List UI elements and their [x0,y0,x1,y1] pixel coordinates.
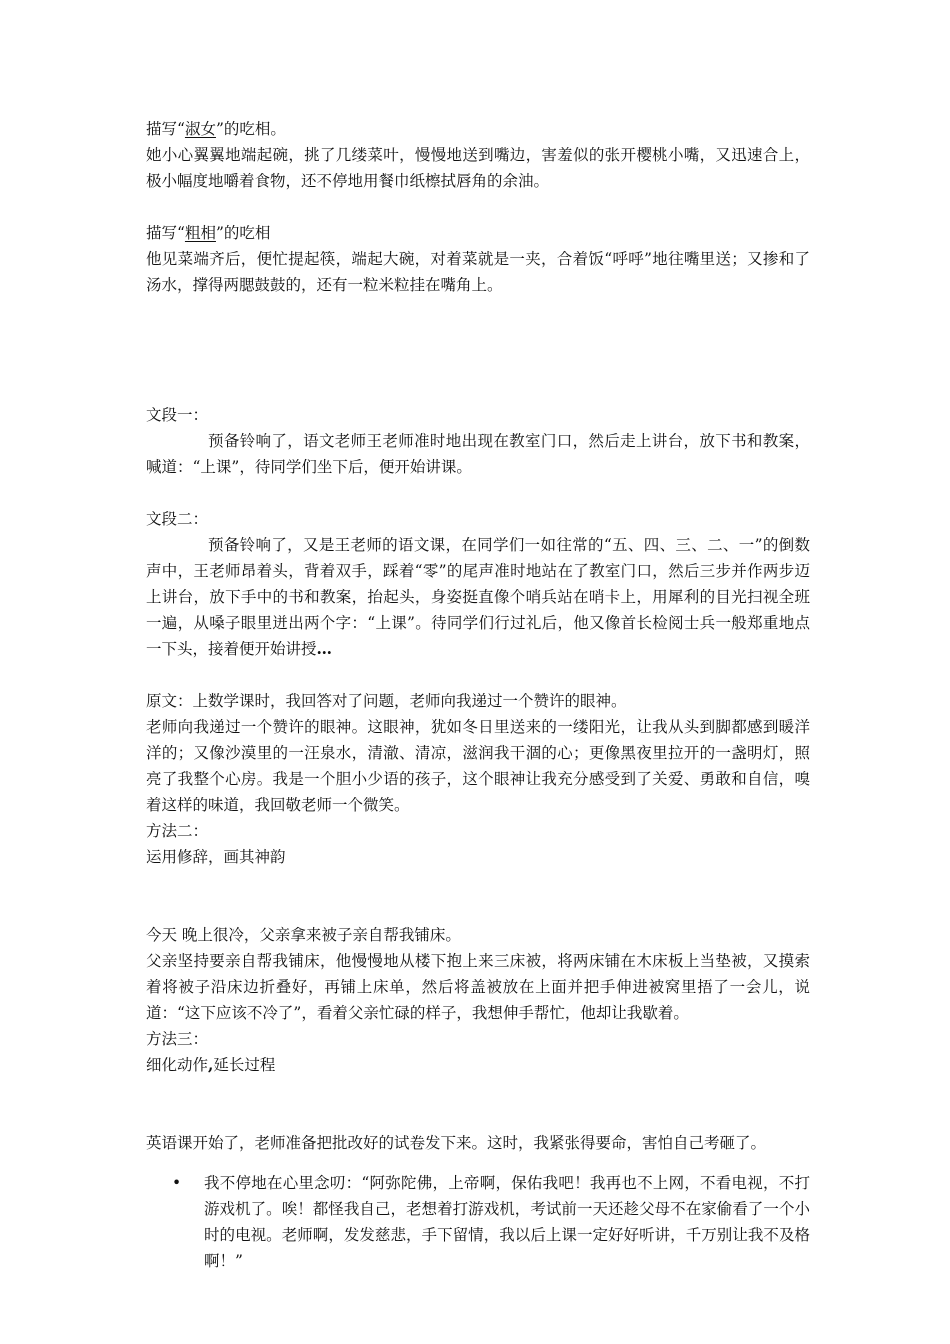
section-title-rough: 描写“粗相”的吃相 [146,224,271,242]
excerpt-one-body: 预备铃响了，语文老师王老师准时地出现在教室门口，然后走上讲台，放下书和教案，喊道：“上课”，待同学们坐下后，便开始讲课。 [146,432,810,476]
underlined-word: 淑女 [184,120,216,138]
spacer [146,298,810,376]
underlined-word: 粗相 [184,224,216,242]
ellipsis: … [316,639,333,658]
section-title-lady: 描写“淑女”的吃相。 [146,120,286,138]
spacer [146,662,810,688]
spacer [146,194,810,220]
paragraph-lady-eating: 她小心翼翼地端起碗，挑了几缕菜叶，慢慢地送到嘴边，害羞似的张开樱桃小嘴，又迅速合上，极小幅度地嚼着食物，还不停地用餐巾纸檫拭唇角的余油。 [146,146,810,190]
bullet-text: 我不停地在心里念叨：“阿弥陀佛，上帝啊，保佑我吧！我再也不上网，不看电视，不打游戏机了。唉！都怪我自己，老想着打游戏机，考试前一天还趁父母不在家偷看了一个小时的电视。老师啊，发发慈悲，手下留情，我以后上课一定好好听讲，千万别让我不及格啊！” [204,1174,810,1270]
bullet-icon: • [172,1174,182,1192]
original-sentence-father: 今天 晚上很冷，父亲拿来被子亲自帮我铺床。 [146,926,461,944]
spacer [146,480,810,506]
method-three-label: 方法三： [146,1030,209,1048]
excerpt-two-body: 预备铃响了，又是王老师的语文课，在同学们一如往常的“五、四、三、二、一”的倒数声中，王老师昂着头，背着双手，踩着“零”的尾声准时地站在了教室门口，然后三步并作两步迈上讲台，放下手中的书和教案，抬起头，身姿挺直像个哨兵站在哨卡上，用犀利的目光扫视全班一遍，从嗓子眼里迸出两个字：“上课”。待同学们行过礼后，他又像首长检阅士兵一般郑重地点一下头，接着便开始讲授… [146,536,810,658]
excerpt-two-label: 文段二： [146,510,209,528]
spacer [146,870,810,922]
paragraph-eyes: 老师向我递过一个赞许的眼神。这眼神，犹如冬日里送来的一缕阳光，让我从头到脚都感到暖洋洋的；又像沙漠里的一汪泉水，清澈、清凉，滋润我干涸的心；更像黑夜里拉开的一盏明灯，照亮了我整个心房。我是一个胆小少语的孩子，这个眼神让我充分感受到了关爱、勇敢和自信，嗅着这样的味道，我回敬老师一个微笑。 [146,718,810,814]
excerpt-one-label: 文段一： [146,406,209,424]
paragraph-rough-eating: 他见菜端齐后，便忙提起筷，端起大碗，对着菜就是一夹，合着饭“呼呼”地往嘴里送；又掺和了汤水，撑得两腮鼓鼓的，还有一粒米粒挂在嘴角上。 [146,250,810,294]
method-two-text: 运用修辞，画其神韵 [146,848,286,866]
english-class-intro: 英语课开始了，老师准备把批改好的试卷发下来。这时，我紧张得要命，害怕自己考砸了。 [146,1134,767,1152]
list-item [146,1170,810,1274]
method-two-label: 方法二： [146,822,209,840]
method-three-text: 细化动作,延长过程 [146,1055,276,1074]
original-sentence-eyes: 原文：上数学课时，我回答对了问题，老师向我递过一个赞许的眼神。 [146,692,627,710]
spacer [146,1078,810,1130]
spacer [146,376,810,402]
paragraph-father: 父亲坚持要亲自帮我铺床，他慢慢地从楼下抱上来三床被，将两床铺在木床板上当垫被，又摸索着将被子沿床边折叠好，再铺上床单，然后将盖被放在上面并把手伸进被窝里捂了一会儿，说道：“这下应该不冷了”，看着父亲忙碌的样子，我想伸手帮忙，他却让我歇着。 [146,952,810,1022]
